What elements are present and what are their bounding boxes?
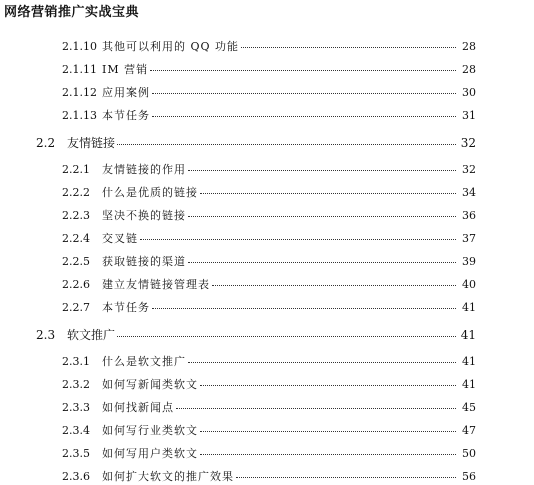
toc-entry-number: 2.2.3 xyxy=(62,209,90,222)
toc-entry-title: 软文推广 xyxy=(67,328,116,342)
toc-entry-page: 39 xyxy=(462,255,476,268)
toc-entry-title: 其他可以利用的 QQ 功能 xyxy=(102,40,240,53)
toc-entry-title: 获取链接的渠道 xyxy=(102,255,186,268)
toc-entry-number: 2.3.1 xyxy=(62,355,90,368)
toc-entry-page: 47 xyxy=(462,424,476,437)
toc-entry[interactable] xyxy=(62,186,476,200)
toc-entry[interactable] xyxy=(62,401,476,415)
toc-leader-dots xyxy=(176,408,456,409)
toc-leader-dots xyxy=(117,144,456,145)
toc-entry-page: 41 xyxy=(462,355,476,368)
toc-entry-page: 37 xyxy=(462,232,476,245)
toc-entry-page: 36 xyxy=(462,209,476,222)
toc-entry[interactable] xyxy=(62,278,476,292)
toc-entry-number: 2.2.2 xyxy=(62,186,90,199)
toc-entry[interactable] xyxy=(62,63,476,77)
toc-entry-title: 本节任务 xyxy=(102,109,150,122)
toc-entry[interactable] xyxy=(62,255,476,269)
toc-entry-title: IM 营销 xyxy=(102,63,149,76)
toc-entry-number: 2.1.11 xyxy=(62,63,97,76)
toc-entry[interactable] xyxy=(62,424,476,438)
toc-entry-title: 如何扩大软文的推广效果 xyxy=(102,470,234,483)
toc-entry-page: 32 xyxy=(460,136,476,150)
toc-entry-number: 2.3.6 xyxy=(62,470,90,483)
toc-entry[interactable] xyxy=(62,378,476,392)
toc-leader-dots xyxy=(152,93,456,94)
toc-entry-number: 2.2.4 xyxy=(62,232,90,245)
toc-leader-dots xyxy=(212,285,456,286)
toc-entry-page: 34 xyxy=(462,186,476,199)
toc-leader-dots xyxy=(241,47,456,48)
toc-leader-dots xyxy=(140,239,456,240)
toc-entry-page: 40 xyxy=(462,278,476,291)
toc-leader-dots xyxy=(188,362,456,363)
toc-entry-page: 45 xyxy=(462,401,476,414)
toc-entry-title: 坚决不换的链接 xyxy=(102,209,186,222)
toc-entry-page: 56 xyxy=(462,470,476,483)
toc-entry-number: 2.3.4 xyxy=(62,424,90,437)
toc-entry-number: 2.2.5 xyxy=(62,255,90,268)
toc-entry-title: 本节任务 xyxy=(102,301,150,314)
toc-entry-title: 什么是软文推广 xyxy=(102,355,186,368)
toc-entry-title: 应用案例 xyxy=(102,86,150,99)
toc-leader-dots xyxy=(200,431,456,432)
toc-entry-title: 如何找新闻点 xyxy=(102,401,174,414)
toc-leader-dots xyxy=(200,385,456,386)
toc-entry-title: 什么是优质的链接 xyxy=(102,186,198,199)
toc-entry[interactable] xyxy=(62,163,476,177)
toc-entry-number: 2.2.6 xyxy=(62,278,90,291)
toc-entry-title: 建立友情链接管理表 xyxy=(102,278,210,291)
toc-entry[interactable] xyxy=(62,109,476,123)
toc-leader-dots xyxy=(117,336,456,337)
toc-leader-dots xyxy=(200,193,456,194)
toc-leader-dots xyxy=(152,308,456,309)
toc-entry-page: 41 xyxy=(460,328,476,342)
toc-entry-page: 31 xyxy=(462,109,476,122)
toc-entry-number: 2.1.12 xyxy=(62,86,97,99)
toc-entry-page: 30 xyxy=(462,86,476,99)
toc-entry-title: 交叉链 xyxy=(102,232,138,245)
toc-entry-title: 如何写行业类软文 xyxy=(102,424,198,437)
toc-entry-number: 2.3.2 xyxy=(62,378,90,391)
toc-section-entry[interactable] xyxy=(36,136,476,150)
toc-leader-dots xyxy=(188,170,456,171)
toc-leader-dots xyxy=(152,116,456,117)
toc-entry-page: 28 xyxy=(462,40,476,53)
toc-entry-title: 友情链接的作用 xyxy=(102,163,186,176)
toc-entry-number: 2.3.3 xyxy=(62,401,90,414)
toc-leader-dots xyxy=(236,477,456,478)
toc-entry-number: 2.2.7 xyxy=(62,301,90,314)
toc-entry-page: 50 xyxy=(462,447,476,460)
toc-entry-number: 2.2 xyxy=(36,136,56,150)
page-title: 网络营销推广实战宝典 xyxy=(4,5,140,20)
toc-entry[interactable] xyxy=(62,447,476,461)
toc-entry-title: 友情链接 xyxy=(67,136,116,150)
toc-entry[interactable] xyxy=(62,232,476,246)
toc-leader-dots xyxy=(188,216,456,217)
toc-entry-number: 2.2.1 xyxy=(62,163,90,176)
toc-entry[interactable] xyxy=(62,86,476,100)
toc-leader-dots xyxy=(200,454,456,455)
toc-entry-number: 2.1.13 xyxy=(62,109,97,122)
toc-entry[interactable] xyxy=(62,40,476,54)
toc-entry-number: 2.3 xyxy=(36,328,56,342)
toc-entry-page: 41 xyxy=(462,301,476,314)
toc-entry-page: 32 xyxy=(462,163,476,176)
toc-entry-page: 41 xyxy=(462,378,476,391)
toc-leader-dots xyxy=(150,70,456,71)
toc-entry[interactable] xyxy=(62,470,476,484)
toc-leader-dots xyxy=(188,262,456,263)
toc-entry[interactable] xyxy=(62,355,476,369)
toc-section-entry[interactable] xyxy=(36,328,476,342)
toc-entry-title: 如何写新闻类软文 xyxy=(102,378,198,391)
toc-entry-page: 28 xyxy=(462,63,476,76)
toc-entry-number: 2.1.10 xyxy=(62,40,97,53)
toc-entry-number: 2.3.5 xyxy=(62,447,90,460)
toc-entry[interactable] xyxy=(62,301,476,315)
toc-entry-title: 如何写用户类软文 xyxy=(102,447,198,460)
toc-entry[interactable] xyxy=(62,209,476,223)
